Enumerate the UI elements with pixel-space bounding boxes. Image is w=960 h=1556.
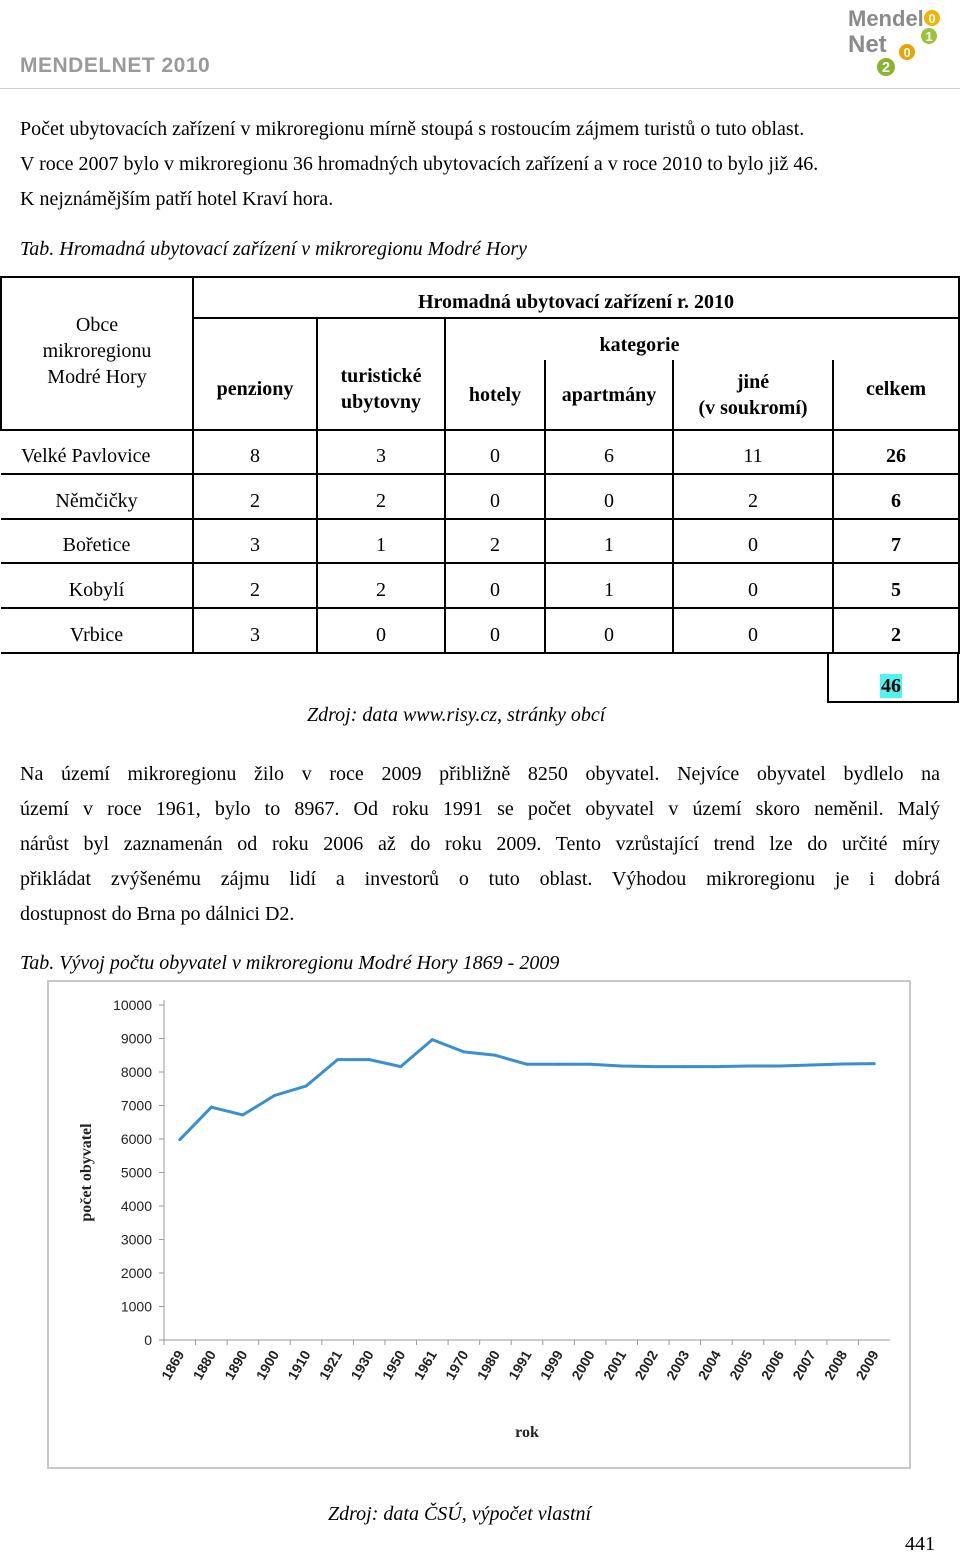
x-tick-label: 1869 xyxy=(157,1347,188,1383)
x-tick-label: 2004 xyxy=(694,1347,724,1383)
table-cell: 2 xyxy=(193,474,317,519)
group-header: Hromadná ubytovací zařízení r. 2010 xyxy=(193,277,959,318)
table-row xyxy=(1,608,959,653)
y-tick-label: 3000 xyxy=(120,1231,152,1248)
x-tick-label: 1890 xyxy=(221,1347,251,1383)
running-head: MENDELNET 2010 xyxy=(20,54,211,77)
col-header-line: jiné xyxy=(736,370,770,393)
intro-line: Počet ubytovacích zařízení v mikroregionu mírně stoupá s rostoucím zájmem turistů o tuto oblast. xyxy=(20,118,805,140)
x-tick-label: 2008 xyxy=(820,1347,851,1383)
y-tick-label: 1000 xyxy=(120,1298,152,1315)
data-point xyxy=(241,1113,244,1116)
logo-digit: 1 xyxy=(925,29,933,44)
table-cell: 2 xyxy=(673,474,833,519)
col-header-hotely xyxy=(445,360,545,430)
table-caption: Tab. Hromadná ubytovací zařízení v mikroregionu Modré Hory xyxy=(20,238,527,260)
col-header-line: apartmány xyxy=(561,383,657,406)
table-row xyxy=(1,430,959,474)
data-point xyxy=(715,1065,718,1068)
data-point xyxy=(336,1058,339,1061)
y-axis-label: počet obyvatel xyxy=(78,1123,95,1222)
table-cell: 8 xyxy=(193,430,317,474)
table-cell: 3 xyxy=(193,519,317,563)
y-tick-label: 5000 xyxy=(120,1164,152,1181)
y-tick-label: 0 xyxy=(144,1332,152,1348)
x-tick-label: 1930 xyxy=(347,1347,377,1383)
y-tick-label: 6000 xyxy=(120,1131,152,1147)
x-tick-label: 2002 xyxy=(631,1347,661,1383)
chart-source: Zdroj: data ČSÚ, výpočet vlastní xyxy=(328,1503,592,1525)
row-total: 5 xyxy=(833,563,959,608)
data-point xyxy=(683,1065,686,1068)
col-header-line: turistické xyxy=(340,365,422,387)
data-point xyxy=(873,1062,876,1065)
table-cell: 3 xyxy=(317,430,445,474)
y-tick-label: 4000 xyxy=(120,1198,152,1214)
x-tick-label: 1921 xyxy=(315,1347,346,1383)
x-tick-label: 1900 xyxy=(252,1347,283,1383)
table-cell: 2 xyxy=(193,563,317,608)
x-tick-label: 1970 xyxy=(442,1347,472,1383)
data-point xyxy=(210,1106,213,1109)
data-point xyxy=(305,1085,308,1088)
data-point xyxy=(178,1138,181,1141)
table-cell: 0 xyxy=(673,519,833,563)
data-point xyxy=(589,1063,592,1066)
data-point xyxy=(431,1038,434,1041)
municipality-header: Obce mikroregionu Modré Hory xyxy=(1,277,193,430)
y-tick-label: 10000 xyxy=(113,997,152,1013)
row-total: 7 xyxy=(833,519,959,563)
logo-digit: 0 xyxy=(903,45,911,60)
col-header-celkem xyxy=(833,318,959,430)
paragraph-line: území v roce 1961, bylo to 8967. Od roku 1991 se počet obyvatel v území skoro neměnil. Malý xyxy=(20,798,940,820)
y-tick-label: 9000 xyxy=(120,1030,152,1047)
table-row xyxy=(1,563,959,608)
paragraph-line: nárůst byl zaznamenán od roku 2006 až do roku 2009. Tento vzrůstající trend lze do určité míry xyxy=(20,833,940,855)
row-total: 2 xyxy=(833,608,959,653)
chart-caption: Tab. Vývoj počtu obyvatel v mikroregionu Modré Hory 1869 - 2009 xyxy=(20,952,560,974)
municipality-name: Velké Pavlovice xyxy=(1,430,193,474)
x-tick-label: 2001 xyxy=(599,1347,630,1383)
table-cell: 2 xyxy=(445,519,545,563)
table-cell: 2 xyxy=(317,474,445,519)
paragraph-line: dostupnost do Brna po dálnici D2. xyxy=(20,903,295,925)
col-header-line: hotely xyxy=(468,383,522,406)
municipality-name: Němčičky xyxy=(1,474,193,519)
data-point xyxy=(810,1063,813,1066)
table-cell: 11 xyxy=(673,430,833,474)
col-header-apartmany xyxy=(545,360,673,430)
table-cell: 0 xyxy=(545,608,673,653)
municipality-name: Bořetice xyxy=(1,519,193,563)
paragraph-line: Na území mikroregionu žilo v roce 2009 přibližně 8250 obyvatel. Nejvíce obyvatel bydlelo na xyxy=(20,763,940,785)
table-cell: 0 xyxy=(673,608,833,653)
data-point xyxy=(273,1094,276,1097)
x-tick-label: 1950 xyxy=(378,1347,409,1383)
y-tick-label: 2000 xyxy=(120,1265,152,1281)
table-cell: 2 xyxy=(317,563,445,608)
col-header-penziony xyxy=(193,318,317,430)
logo-word-net: Net xyxy=(848,31,887,58)
table-cell: 1 xyxy=(317,519,445,563)
col-header-line: ubytovny xyxy=(340,391,422,413)
logo-digit: 0 xyxy=(928,11,936,26)
table-cell: 0 xyxy=(545,474,673,519)
data-point xyxy=(746,1064,749,1067)
logo-digit: 2 xyxy=(881,60,891,76)
table-cell: 1 xyxy=(545,563,673,608)
col-header-line: penziony xyxy=(216,378,294,400)
table-cell: 0 xyxy=(317,608,445,653)
grand-total-value: 46 xyxy=(881,675,901,697)
col-header-line: (v soukromí) xyxy=(698,396,808,419)
municipality-name: Vrbice xyxy=(1,608,193,653)
data-point xyxy=(841,1062,844,1065)
data-point xyxy=(462,1050,465,1053)
accommodation-table xyxy=(0,276,960,654)
x-tick-label: 2006 xyxy=(757,1347,788,1383)
data-point xyxy=(368,1058,371,1061)
col-header-line: celkem xyxy=(866,378,926,400)
x-tick-label: 1991 xyxy=(505,1347,535,1383)
table-row xyxy=(1,519,959,563)
x-tick-label: 2009 xyxy=(852,1347,882,1383)
table-cell: 0 xyxy=(445,430,545,474)
intro-line: K nejznámějším patří hotel Kraví hora. xyxy=(20,188,334,210)
population-chart xyxy=(47,980,911,1469)
category-header: kategorie xyxy=(599,334,680,356)
x-tick-label: 2005 xyxy=(726,1347,756,1383)
intro-paragraph xyxy=(20,112,940,217)
intro-line: V roce 2007 bylo v mikroregionu 36 hromadných ubytovacích zařízení a v roce 2010 to bylo již 46. xyxy=(20,153,819,175)
data-point xyxy=(652,1065,655,1068)
x-tick-label: 2003 xyxy=(662,1347,693,1383)
population-paragraph xyxy=(20,757,940,932)
logo-word-mendel: Mendel xyxy=(848,6,924,31)
row-total: 26 xyxy=(833,430,959,474)
y-tick-label: 7000 xyxy=(120,1097,152,1114)
data-point xyxy=(557,1063,560,1066)
x-tick-label: 2000 xyxy=(568,1347,598,1383)
municipality-name: Kobylí xyxy=(1,563,193,608)
row-total: 6 xyxy=(833,474,959,519)
table-source: Zdroj: data www.risy.cz, stránky obcí xyxy=(307,704,606,726)
data-point xyxy=(526,1063,529,1066)
x-tick-label: 2007 xyxy=(789,1347,819,1383)
table-cell: 6 xyxy=(545,430,673,474)
table-cell: 0 xyxy=(445,563,545,608)
table-cell: 0 xyxy=(445,474,545,519)
x-tick-label: 1961 xyxy=(410,1347,440,1383)
data-point xyxy=(494,1054,497,1057)
header-rule xyxy=(0,88,960,89)
table-cell: 3 xyxy=(193,608,317,653)
table-cell: 0 xyxy=(445,608,545,653)
x-tick-label: 1980 xyxy=(473,1347,504,1383)
data-point xyxy=(778,1064,781,1067)
table-cell: 0 xyxy=(673,563,833,608)
mendelnet-logo xyxy=(846,4,946,82)
x-tick-label: 1910 xyxy=(284,1347,314,1383)
paragraph-line: přikládat zvýšenému zájmu lidí a investorů o tuto oblast. Výhodou mikroregionu je i dobrá xyxy=(20,868,940,890)
col-header-jine xyxy=(673,360,833,430)
x-tick-label: 1880 xyxy=(189,1347,219,1383)
table-cell: 1 xyxy=(545,519,673,563)
x-axis-label: rok xyxy=(515,1424,539,1441)
data-point xyxy=(399,1065,402,1068)
col-header-turisticke-ubytovny xyxy=(317,318,445,430)
x-tick-label: 1999 xyxy=(536,1347,567,1383)
table-row xyxy=(1,474,959,519)
page-number: 441 xyxy=(905,1533,935,1555)
y-tick-label: 8000 xyxy=(120,1064,152,1080)
data-point xyxy=(620,1064,623,1067)
